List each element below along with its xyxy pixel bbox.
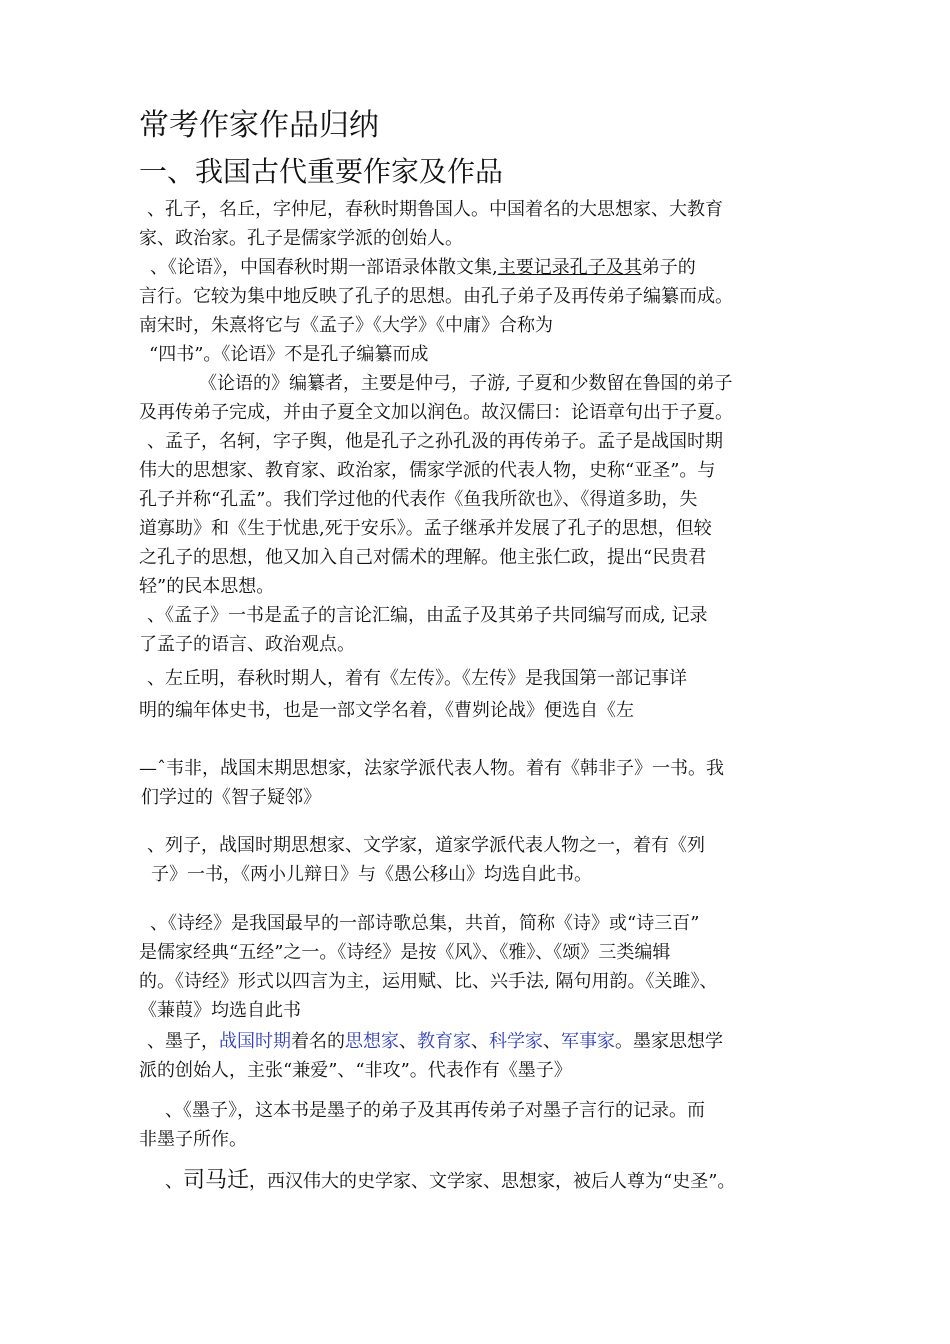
text-line [165,1166,735,1196]
text-line: 了孟子的语言、政治观点。 [139,634,355,655]
emphasized-name: 司马迁 [183,1168,250,1193]
text-line [147,1027,723,1056]
text-line: 南宋时，朱熹将它与《孟子》《大学》《中庸》合称为 [139,315,553,336]
underlined-text: 主要记录孔子及其 [497,257,642,278]
text-line: 子》一书，《两小儿辩日》与《愚公移山》均选自此书。 [151,864,592,885]
text-line: 、左丘明，春秋时期人，着有《左传》。《左传》是我国第一部记事详 [147,668,687,689]
text-line: 《蒹葭》均选自此书 [139,1000,301,1021]
text-span: 、 [399,1031,417,1052]
text-line: 明的编年体史书，也是一部文学名着，《曹刿论战》便选自《左 [139,700,634,721]
link-military-strategist[interactable]: 军事家 [561,1031,615,1052]
text-line: 派的创始人，主张“兼爱”、“非攻”。代表作有《墨子》 [139,1060,572,1081]
text-span: 、 [165,1171,183,1192]
text-line: 、《孟子》一书是孟子的言论汇编，由孟子及其弟子共同编写而成, 记录 [147,605,708,626]
text-line: 、《墨子》，这本书是墨子的弟子及其再传弟子对墨子言行的记录。而 [165,1100,705,1121]
text-line: 伟大的思想家、教育家、政治家，儒家学派的代表人物，史称“亚圣”。与 [139,460,716,481]
text-line: 道寡助》和《生于忧患,死于安乐》。孟子继承并发展了孔子的思想，但较 [139,518,712,539]
link-warring-states[interactable]: 战国时期 [219,1031,291,1052]
text-line: —ˆ韦非，战国末期思想家，法家学派代表人物。着有《韩非子》一书。我 [139,758,724,779]
text-line: “四书”。《论语》不是孔子编纂而成 [149,344,429,365]
link-scientist[interactable]: 科学家 [489,1031,543,1052]
text-span: 。墨家思想学 [615,1031,723,1052]
text-span: 、《论语》，中国春秋时期一部语录体散文集, [150,257,498,278]
text-span: 、 [471,1031,489,1052]
text-span: ，西汉伟大的史学家、文学家、思想家，被后人尊为“史圣”。 [249,1171,736,1192]
section-heading: 一、我国古代重要作家及作品 [139,155,504,188]
document-title: 常考作家作品归纳 [139,108,379,143]
text-line: 、孔子，名丘，字仲尼，春秋时期鲁国人。中国着名的大思想家、大教育 [147,199,723,220]
link-educator[interactable]: 教育家 [417,1031,471,1052]
text-line: 《论语的》编纂者，主要是仲弓，子游, 子夏和少数留在鲁国的弟子 [199,373,733,394]
text-line: 们学过的《智子疑邻》 [141,787,321,808]
text-line: 及再传弟子完成，并由子夏全文加以润色。故汉儒曰：论语章句出于子夏。 [139,402,733,423]
text-line [150,253,696,282]
text-span: 弟子的 [641,257,696,278]
link-thinker[interactable]: 思想家 [345,1031,399,1052]
text-line: 言行。它较为集中地反映了孔子的思想。由孔子弟子及再传弟子编纂而成。 [139,286,733,307]
text-span: 、墨子， [147,1031,219,1052]
text-span: 着名的 [291,1031,345,1052]
text-span: 、 [543,1031,561,1052]
text-line: 轻”的民本思想。 [139,576,275,597]
text-line: 、列子，战国时期思想家、文学家，道家学派代表人物之一，着有《列 [147,835,705,856]
text-line: 是儒家经典“五经”之一。《诗经》是按《风》、《雅》、《颂》三类编辑 [139,942,671,963]
text-line: 孔子并称“孔孟”。我们学过他的代表作《鱼我所欲也》、《得道多助，失 [139,489,698,510]
text-line: 、孟子，名轲，字子舆，他是孔子之孙孔汲的再传弟子。孟子是战国时期 [147,431,723,452]
text-line: 非墨子所作。 [139,1129,247,1150]
text-line: 、《诗经》是我国最早的一部诗歌总集，共首，简称《诗》或“诗三百” [150,913,700,934]
text-line: 家、政治家。孔子是儒家学派的创始人。 [139,228,463,249]
text-line: 的。《诗经》形式以四言为主，运用赋、比、兴手法, 隔句用韵。《关雎》、 [139,971,718,992]
text-line: 之孔子的思想，他又加入自己对儒术的理解。他主张仁政，提出“民贵君 [139,547,707,568]
